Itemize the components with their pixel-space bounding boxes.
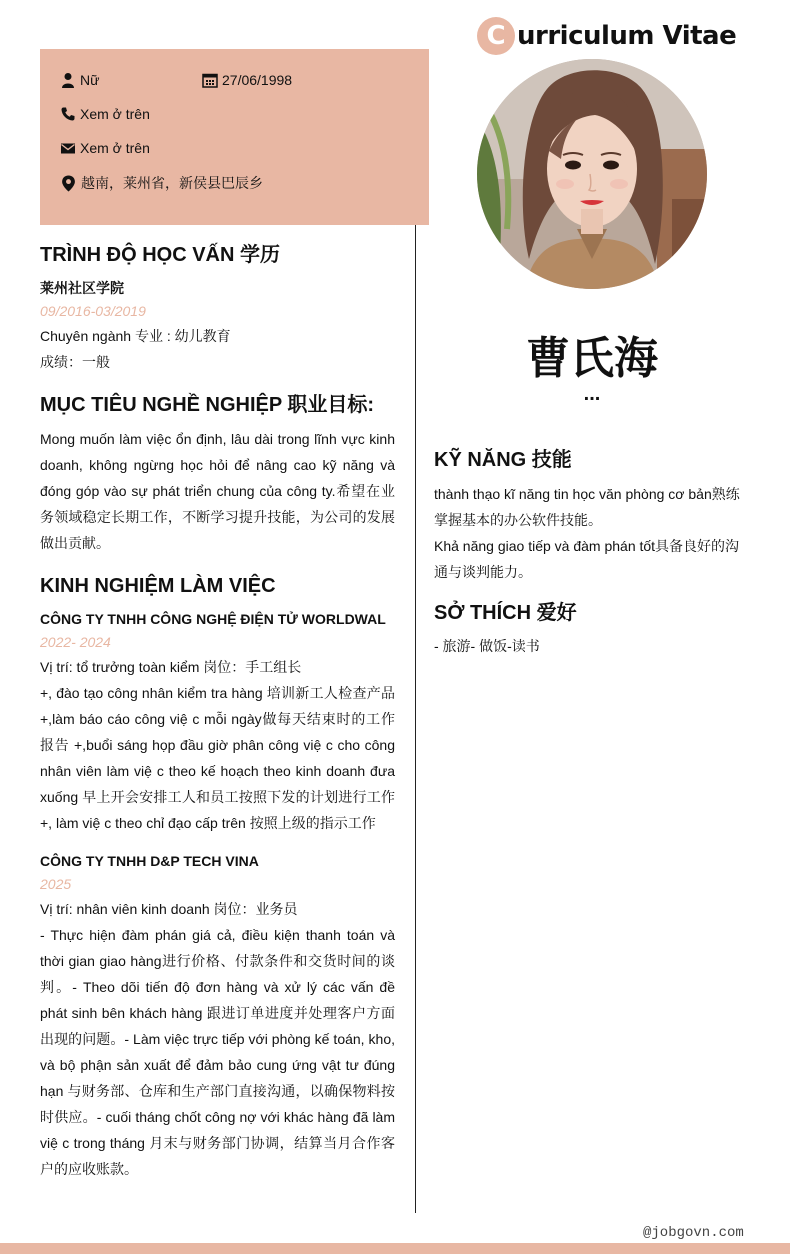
mail-icon <box>60 140 76 156</box>
phone-row <box>60 106 150 122</box>
column-divider <box>415 225 416 1213</box>
job-description: +, đào tạo công nhân kiểm tra hàng 培训新工人检查产品 +,làm báo cáo công việ c mỗi ngày做每天结束时的工作报告 +,buổi sáng họp đầu giờ phân công việ c cho công nhân viên làm việ c theo kế hoạch theo kinh doanh đưa xuống 早上开会安排工人和员工按照下发的计划进行工作 +, làm việ c theo chỉ đạo cấp trên 按照上级的指示工作 <box>40 685 395 831</box>
cv-logo <box>477 17 736 55</box>
address-row <box>60 173 263 193</box>
phone-icon <box>60 106 76 122</box>
job-dates: 2022- 2024 <box>40 634 111 650</box>
job-description: - Thực hiện đàm phán giá cả, điều kiện thanh toán và thời gian giao hàng进行价格、付款条件和交货时间的谈判。- Theo dõi tiến độ đơn hàng và xử lý các vấn đề phát sinh bên khách hàng 跟进订单进度并处理客户方面出现的问题。- Làm việc trực tiếp với phòng kế toán, kho, và bộ phận sản xuất để đảm bảo cung ứng vật tư đúng hạn 与财务部、仓库和生产部门直接沟通，以确保物料按时供应。- cuối tháng chốt công nợ với khác hàng đã làm việ c trong tháng 月末与财务部门协调，结算当月合作客户的应收账款。 <box>40 927 395 1177</box>
bottom-accent-bar <box>0 1243 790 1254</box>
hobbies-text: - 旅游- 做饭-读书 <box>434 638 540 654</box>
profile-photo <box>477 59 707 289</box>
job-position: Vị trí: tổ trưởng toàn kiểm 岗位：手工组长 <box>40 659 302 675</box>
candidate-subtitle: ... <box>583 383 601 405</box>
calendar-icon <box>202 72 218 88</box>
job-company: CÔNG TY TNHH CÔNG NGHỆ ĐIỆN TỬ WORLDWAL <box>40 611 386 627</box>
logo-text: urriculum Vitae <box>517 21 737 51</box>
email-row <box>60 140 150 156</box>
education-dates: 09/2016-03/2019 <box>40 303 146 319</box>
watermark: @jobgovn.com <box>643 1225 744 1241</box>
person-icon <box>60 72 76 88</box>
job-company: CÔNG TY TNHH D&P TECH VINA <box>40 853 259 869</box>
logo-letter: C <box>486 21 506 51</box>
logo-c-circle <box>477 17 515 55</box>
education-school: 莱州社区学院 <box>40 280 124 296</box>
gender-value: Nữ <box>80 72 100 88</box>
right-column <box>434 445 750 659</box>
birthdate-row <box>202 72 292 88</box>
objective-text: Mong muốn làm việc ổn định, lâu dài trong lĩnh vực kinh doanh, không ngừng học hỏi để nâng cao kỹ năng và đóng góp vào sự phát triển chung của công ty.希望在业务领域稳定长期工作，不断学习提升技能，为公司的发展做出贡献。 <box>40 431 395 551</box>
candidate-name: 曹氏海 <box>526 333 658 384</box>
job-entry <box>40 607 395 836</box>
skills-title: KỸ NĂNG 技能 <box>434 449 572 471</box>
email-value: Xem ở trên <box>80 140 150 156</box>
gender-row <box>60 72 99 88</box>
objective-title: MỤC TIÊU NGHỀ NGHIỆP 职业目标: <box>40 394 375 416</box>
job-dates: 2025 <box>40 876 72 892</box>
left-column <box>40 240 395 1182</box>
birthdate-value: 27/06/1998 <box>222 72 293 88</box>
location-icon <box>60 174 77 193</box>
skill-item: Khả năng giao tiếp và đàm phán tốt具备良好的沟通与谈判能力。 <box>434 538 740 580</box>
education-major: Chuyên ngành 专业 : 幼儿教育 <box>40 328 231 344</box>
education-grade: 成绩：一般 <box>40 354 110 370</box>
job-entry <box>40 849 395 1182</box>
education-title: TRÌNH ĐỘ HỌC VẤN 学历 <box>40 244 280 266</box>
address-value: 越南，莱州省，新侯县巴辰乡 <box>81 175 263 191</box>
skill-item: thành thạo kĩ năng tin học văn phòng cơ bản熟练掌握基本的办公软件技能。 <box>434 486 740 528</box>
personal-info-panel <box>40 49 429 225</box>
hobbies-title: SỞ THÍCH 爱好 <box>434 602 577 624</box>
job-position: Vị trí: nhân viên kinh doanh 岗位：业务员 <box>40 901 298 917</box>
experience-title: KINH NGHIỆM LÀM VIỆC <box>40 575 276 597</box>
phone-value: Xem ở trên <box>80 106 150 122</box>
